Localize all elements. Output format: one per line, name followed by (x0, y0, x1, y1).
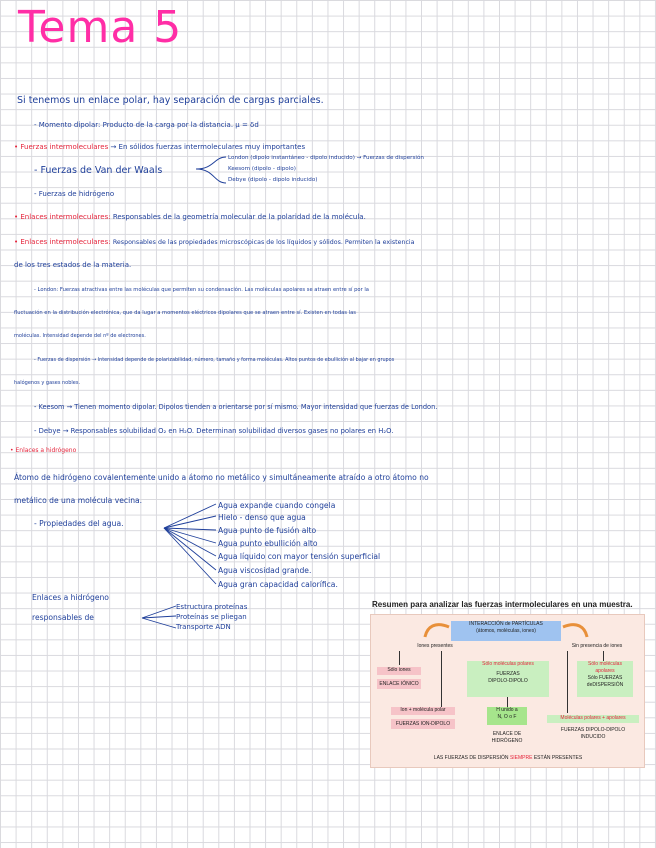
dipole-moment-text: Producto de la carga por la distancia. μ = δd (102, 121, 259, 129)
hb-responsible-line-1: Enlaces a hidrógeno (32, 593, 109, 602)
interaction-subtitle: (átomos, moléculas, iones) (476, 628, 536, 634)
bullet-icon: • (14, 213, 19, 221)
connector (507, 697, 508, 707)
bullet-icon: • (10, 447, 14, 454)
h-bonded-1: H unido a (496, 707, 518, 713)
polar-molecules-box (467, 661, 549, 697)
h-bonded-2: N, O o F (497, 714, 517, 720)
hydrogen-bond-line-1: Átomo de hidrógeno covalentemente unido a átomo no metálico y simultáneamente atraído a otro átomo no (14, 473, 429, 482)
interaction-title: INTERACCIÓN de PARTÍCULAS (469, 621, 543, 627)
hb-item: Transporte ADN (176, 623, 231, 631)
hydrogen-bond-1: ENLACE DE (492, 731, 522, 737)
bullet-icon: • (14, 238, 19, 246)
van-der-waals-label: - Fuerzas de Van der Waals (34, 165, 163, 176)
dipole-moment-label: - Momento dipolar: (34, 121, 101, 129)
london-line-3: moléculas. Intensidad depende del nº de electrones. (14, 333, 146, 339)
polar-bond-line: Si tenemos un enlace polar, hay separación de cargas parciales. (17, 95, 324, 106)
dipole-induced-2: INDUCIDO (580, 734, 606, 740)
dispersion-only-2: deDISPERSIÓN (586, 682, 624, 688)
hydrogen-bond-2: HIDRÓGENO (491, 738, 523, 744)
curved-arrow-left-icon (421, 621, 451, 641)
intermolecular-forces-label: Fuerzas intermoleculares (20, 143, 109, 151)
water-item: Agua punto de fusión alto (218, 526, 317, 535)
apolar-label-1: Sólo moléculas (588, 661, 622, 667)
apolar-label-2: apolares (595, 668, 615, 674)
water-item: Agua punto ebullición alto (218, 539, 318, 548)
intermolecular-bonds-2-cont: de los tres estados de la materia. (14, 261, 132, 269)
footer-always: SIEMPRE (509, 755, 533, 761)
water-arrows-icon (160, 498, 220, 592)
london-line-2: fluctuación en la distribución electrónica, que da lugar a momentos eléctricos dipolares que se atraen entre sí. Existen en todas las (14, 310, 356, 316)
dispersion-line-2: halógenos y gases nobles. (14, 380, 81, 386)
dispersion-only-1: Sólo FUERZAS (587, 675, 623, 681)
intermolecular-bonds-2-label: Enlaces intermoleculares: (20, 238, 111, 246)
connector (567, 651, 568, 713)
hydrogen-bond-line-2: metálico de una molécula vecina. (14, 496, 143, 505)
bullet-icon: • (14, 143, 19, 151)
intermolecular-forces-line (14, 143, 305, 151)
dispersion-line-1: - Fuerzas de dispersión → Intensidad depende de polarizabilidad, número, tamaño y forma moléculas. Altos puntos de ebullición al bajar en grupos (34, 357, 395, 363)
water-item: Agua expande cuando congela (218, 501, 336, 510)
hydrogen-bond-label: Enlaces a hidrógeno (15, 447, 77, 454)
hydrogen-bond-heading (10, 447, 76, 454)
keesom-line: - Keesom → Tienen momento dipolar. Dipolos tienden a orientarse por sí mismo. Mayor intensidad que fuerzas de London. (34, 403, 438, 411)
intermolecular-bonds-2-line (14, 238, 415, 246)
ionic-bond-box: ENLACE IÓNICO (377, 679, 421, 689)
only-ions-box: Sólo iones (377, 667, 421, 675)
water-item: Agua gran capacidad calorífica. (218, 580, 338, 589)
hb-arrows-icon (140, 602, 180, 632)
brace-icon (192, 155, 228, 185)
debye-line: - Debye → Responsables solubilidad O₂ en H₂O. Determinan solubilidad diversos gases no polares en H₂O. (34, 427, 394, 435)
vdw-keesom: Keesom (dipolo - dipolo) (228, 166, 296, 172)
page-title: Tema 5 (18, 2, 183, 53)
vdw-london: London (dipolo instantáneo - dipolo inducido) → Fuerzas de dispersión (228, 155, 424, 161)
intermolecular-bonds-2-text: Responsables de las propiedades microscópicas de los líquidos y sólidos. Permiten la existencia (112, 239, 415, 246)
footer-text-2: ESTÁN PRESENTES (533, 755, 583, 761)
water-item: Hielo - denso que agua (218, 513, 306, 522)
intermolecular-bonds-text: Responsables de la geometría molecular de la polaridad de la molécula. (112, 213, 366, 221)
intermolecular-bonds-line (14, 213, 366, 221)
dipole-induced-box (547, 727, 639, 741)
ion-dipole-box: FUERZAS ION-DIPOLO (391, 719, 455, 729)
summary-footer (401, 755, 615, 762)
dipole-moment-line (34, 121, 259, 129)
interaction-box (451, 621, 561, 641)
summary-title: Resumen para analizar las fuerzas intermoleculares en una muestra. (372, 600, 633, 609)
ion-polar-box: Ion + molécula polar (391, 707, 455, 715)
hb-item: Proteínas se pliegan (176, 613, 247, 621)
water-item: Agua viscosidad grande. (218, 566, 312, 575)
water-item: Agua líquido con mayor tensión superficial (218, 552, 381, 561)
no-ions-label: Sin presencia de iones (571, 643, 623, 649)
hydrogen-bond-box (481, 731, 533, 745)
ions-present-label: Iones presentes (417, 643, 453, 649)
hb-item: Estructura proteínas (176, 603, 248, 611)
curved-arrow-right-icon (561, 621, 591, 641)
intermolecular-forces-text: → En sólidos fuerzas intermoleculares muy importantes (110, 143, 306, 151)
water-properties-label: - Propiedades del agua. (34, 519, 124, 528)
vdw-debye: Debye (dipolo - dipolo inducido) (228, 177, 318, 183)
dipole-forces-1: FUERZAS (496, 671, 520, 677)
london-line-1: - London: Fuerzas atractivas entre las moléculas que permiten su condensación. Las moléculas apolares se atraen entre sí por la (34, 287, 369, 293)
polar-apolar-box: Moléculas polares + apolares (547, 715, 639, 723)
hb-responsible-line-2: responsables de (32, 613, 94, 622)
connector (399, 651, 400, 665)
intermolecular-bonds-label: Enlaces intermoleculares: (20, 213, 111, 221)
hydrogen-forces-line: - Fuerzas de hidrógeno (34, 190, 115, 198)
dipole-induced-1: FUERZAS DIPOLO-DIPOLO (560, 727, 626, 733)
summary-diagram (370, 614, 645, 768)
h-bonded-box (487, 707, 527, 725)
apolar-molecules-box (577, 661, 633, 697)
connector (441, 651, 442, 707)
dipole-forces-2: DIPOLO-DIPOLO (488, 678, 528, 684)
footer-text-1: LAS FUERZAS DE DISPERSIÓN (433, 755, 509, 761)
polar-molecules-label: Sólo moléculas polares (482, 661, 534, 667)
